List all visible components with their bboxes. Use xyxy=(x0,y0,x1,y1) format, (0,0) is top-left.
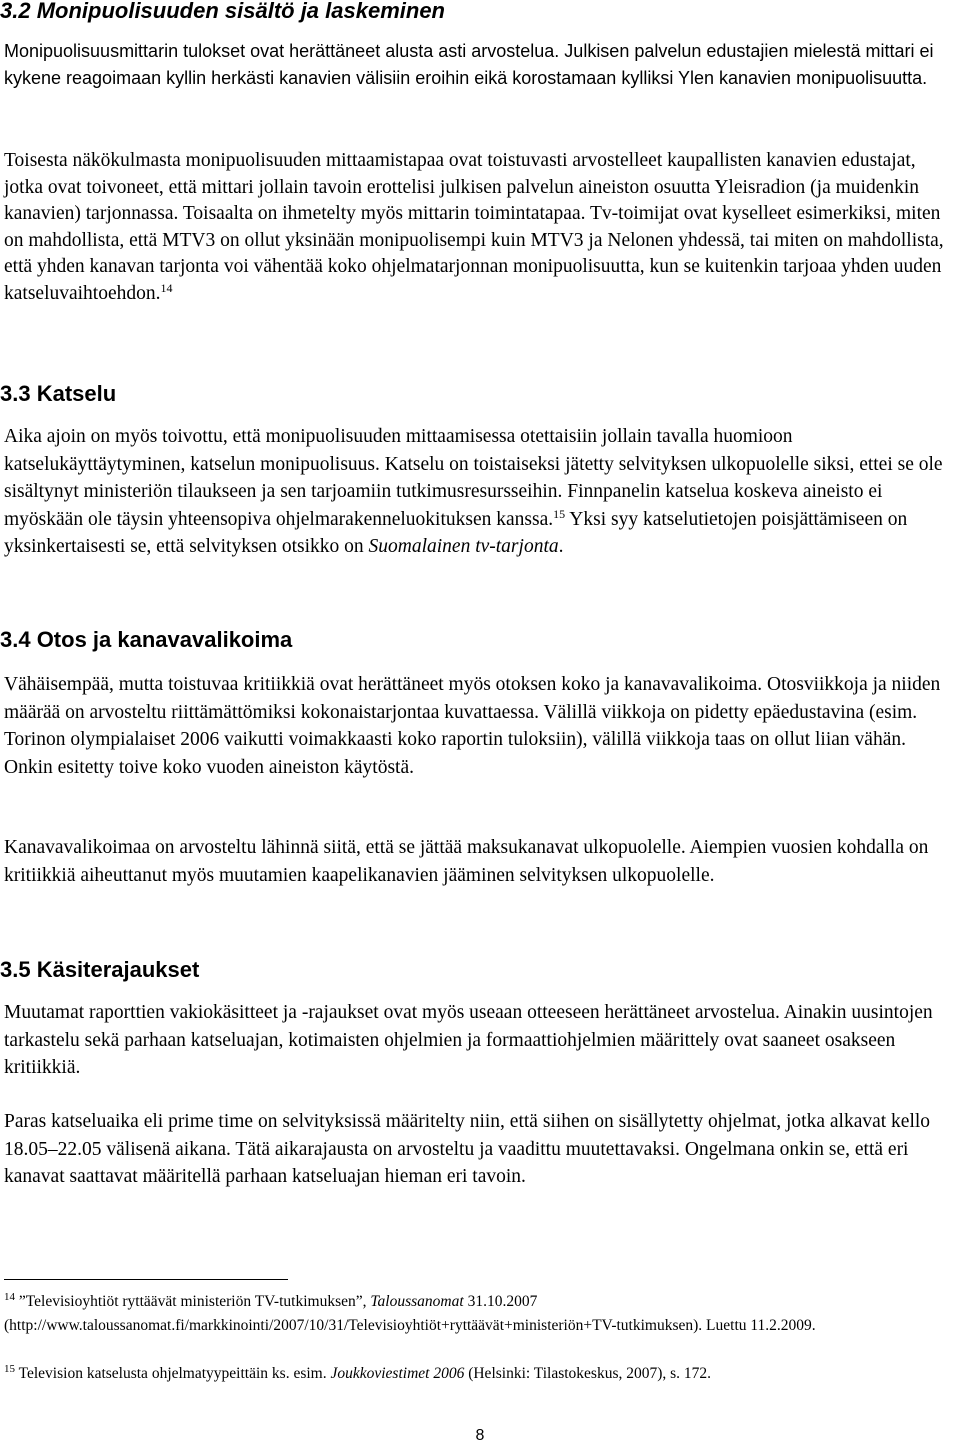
footnote-text-continued: (Helsinki: Tilastokeskus, 2007), s. 172. xyxy=(464,1365,712,1382)
footnote-text: ”Televisioyhtiöt ryttäävät ministeriön TV-tutkimuksen”, xyxy=(15,1293,371,1310)
paragraph-3-2-criticism xyxy=(4,148,952,307)
footnote-reference[interactable]: 15 xyxy=(553,506,566,521)
paragraph-text-end: . xyxy=(558,536,564,557)
section-heading-3-5: 3.5 Käsiterajaukset xyxy=(0,957,200,982)
section-heading-3-3: 3.3 Katselu xyxy=(0,381,117,406)
footnote-number: 14 xyxy=(4,1291,15,1303)
footnote-14 xyxy=(4,1290,956,1338)
paragraph-3-5-prime-time: Paras katseluaika eli prime time on selvityksissä määritelty niin, että siihen on sisällytetty ohjelmat, jotka alkavat kello 18.05–22.05 välisenä aikana. Tätä aikarajausta on arvosteltu ja vaadittu muutettavaksi. Ongelmana onkin se, että eri kanavat saattavat määritellä parhaan katseluajan hieman eri tavoin. xyxy=(4,1111,931,1187)
footnote-text: Television katselusta ohjelmatyypeittäin ks. esim. xyxy=(15,1365,331,1382)
paragraph-text: Aika ajoin on myös toivottu, että monipuolisuuden mittaamisessa otettaisiin jollain tavalla huomioon katselukäyttäytyminen, katselun monipuolisuus. Katselu on toistaiseksi jätetty selvityksen ulkopuolelle siksi, ettei se ole sisältynyt ministeriön tilaukseen ja sen tarjoamiin tutkimusresursseihin. Finnpanelin katselua koskeva aineisto ei myöskään ole täysin yhteensopiva ohjelmarakenneluokituksen kanssa. xyxy=(4,426,943,530)
footnote-divider xyxy=(4,1279,288,1280)
page-number: 8 xyxy=(475,1427,485,1444)
paragraph-text: Toisesta näkökulmasta monipuolisuuden mittaamistapaa ovat toistuvasti arvostelleet kaupallisten kanavien edustajat, jotka ovat toivoneet, että mittari jollain tavoin erottelisi julkisen palvelun aineiston osuutta Yleisradion (ja muidenkin kanavien) tarjonnassa. Toisaalta on ihmetelty myös mittarin toimintatapaa. Tv-toimijat ovat kyselleet esimerkiksi, miten on mahdollista, että MTV3 on ollut yksinään monipuolisempi kuin MTV3 ja Nelonen yhdessä, tai miten on mahdollista, että yhden kanavan tarjonta voi vähentää koko ohjelmatarjonnan monipuolisuutta, kun se kuitenkin tarjoaa yhden uuden katseluvaihtoehdon. xyxy=(4,150,944,304)
footnote-source-title: Joukkoviestimet 2006 xyxy=(330,1365,465,1382)
footnote-15 xyxy=(4,1362,956,1386)
paragraph-3-5-concepts: Muutamat raporttien vakiokäsitteet ja -rajaukset ovat myös useaan otteeseen herättäneet arvostelua. Ainakin uusintojen tarkastelu sekä parhaan katseluajan, kotimaisten ohjelmien ja formaattiohjelmien määrittely ovat saaneet osakseen kritiikkiä. xyxy=(4,1002,933,1078)
report-title: Suomalainen tv-tarjonta xyxy=(368,536,559,557)
footnote-source-title: Taloussanomat xyxy=(370,1293,464,1310)
paragraph-3-3-viewing xyxy=(4,423,952,561)
paragraph-3-2-intro: Monipuolisuusmittarin tulokset ovat herättäneet alusta asti arvostelua. Julkisen palvelun edustajien mielestä mittari ei kykene reagoimaan kyllin herkästi kanavien välisiin eroihin eikä korostamaan kylliksi Ylen kanavien monipuolisuutta. xyxy=(4,41,934,88)
footnote-number: 15 xyxy=(4,1363,15,1375)
footnote-reference[interactable]: 14 xyxy=(160,280,173,295)
section-heading-3-2: 3.2 Monipuolisuuden sisältö ja laskeminen xyxy=(0,0,445,23)
paragraph-text-continued: Yksi syy katselutietojen poisjättämiseen on yksinkertaisesti se, että selvityksen otsikko on xyxy=(4,508,908,557)
paragraph-3-4-channels: Kanavavalikoimaa on arvosteltu lähinnä siitä, että se jättää maksukanavat ulkopuolelle. Aiempien vuosien kohdalla on kritiikkiä aiheuttanut myös muutamien kaapelikanavien jääminen selvityksen ulkopuolelle. xyxy=(4,837,929,886)
footnote-text-continued: 31.10.2007 (http://www.taloussanomat.fi/markkinointi/2007/10/31/Televisioyhtiöt+ryttäävät+ministeriön+TV-tutkimuksen). Luettu 11.2.2009. xyxy=(4,1293,816,1334)
section-heading-3-4: 3.4 Otos ja kanavavalikoima xyxy=(0,627,293,652)
paragraph-3-4-sample: Vähäisempää, mutta toistuvaa kritiikkiä ovat herättäneet myös otoksen koko ja kanavavalikoima. Otosviikkoja ja niiden määrää on arvosteltu riittämättömiksi kokonaistarjontaa kuvattaessa. Välillä viikkoja on pidetty epäedustavina (esim. Torinon olympialaiset 2006 vaikutti voimakkaasti koko raportin tuloksiin), välillä viikkoja taas on ollut liian vähän. Onkin esitetty toive koko vuoden aineiston käytöstä. xyxy=(4,674,941,778)
